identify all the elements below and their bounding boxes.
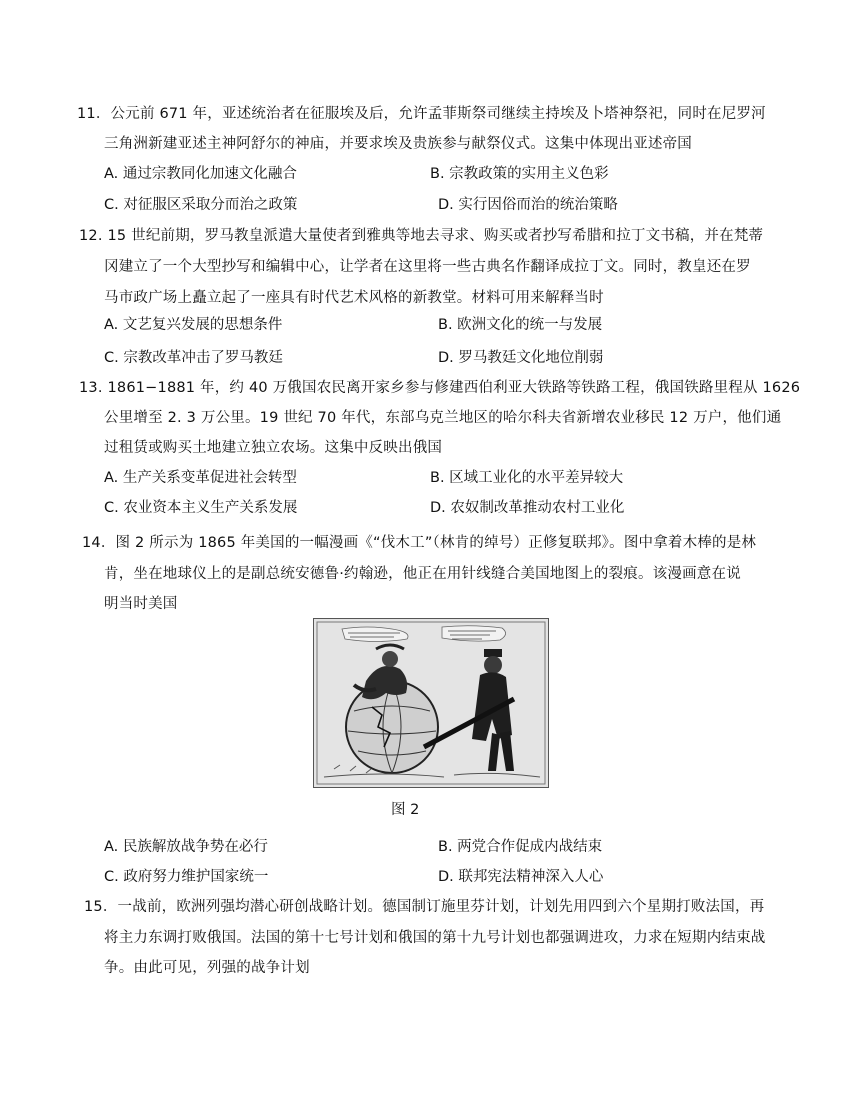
- question-14-option-d[interactable]: D. 联邦宪法精神深入人心: [438, 869, 604, 885]
- question-13-option-c[interactable]: C. 农业资本主义生产关系发展: [104, 500, 298, 516]
- question-13-option-d[interactable]: D. 农奴制改革推动农村工业化: [430, 500, 625, 516]
- question-11-option-b[interactable]: B. 宗教政策的实用主义色彩: [430, 166, 609, 182]
- question-13-line-3: 过租赁或购买土地建立独立农场。这集中反映出俄国: [104, 440, 443, 456]
- question-12-option-a[interactable]: A. 文艺复兴发展的思想条件: [104, 317, 283, 333]
- question-14-option-b[interactable]: B. 两党合作促成内战结束: [438, 839, 603, 855]
- question-13-line-2: 公里增至 2. 3 万公里。19 世纪 70 年代，东部乌克兰地区的哈尔科夫省新增农业移民 12 万户，他们通: [104, 410, 782, 426]
- lincoln-cartoon-figure: [313, 618, 549, 788]
- question-11-option-d[interactable]: D. 实行因俗而治的统治策略: [438, 197, 618, 213]
- question-12-option-d[interactable]: D. 罗马教廷文化地位削弱: [438, 350, 604, 366]
- question-11-line-2: 三角洲新建亚述主神阿舒尔的神庙，并要求埃及贵族参与献祭仪式。这集中体现出亚述帝国: [104, 136, 692, 152]
- question-13-line-1: 13. 1861−1881 年，约 40 万俄国农民离开家乡参与修建西伯利亚大铁路等铁路工程，俄国铁路里程从 1626: [79, 380, 801, 396]
- question-11-option-c[interactable]: C. 对征服区采取分而治之政策: [104, 197, 298, 213]
- figure-caption: 图 2: [391, 802, 420, 818]
- cartoon-illustration: [314, 619, 548, 787]
- question-12-option-b[interactable]: B. 欧洲文化的统一与发展: [438, 317, 603, 333]
- question-15-line-3: 争。由此可见，列强的战争计划: [104, 960, 310, 976]
- question-11-option-a[interactable]: A. 通过宗教同化加速文化融合: [104, 166, 297, 182]
- question-15-line-1: 15．一战前，欧洲列强均潜心研创战略计划。德国制订施里芬计划，计划先用四到六个星期打败法国，再: [84, 899, 765, 915]
- question-12-option-c[interactable]: C. 宗教改革冲击了罗马教廷: [104, 350, 283, 366]
- question-12-line-2: 冈建立了一个大型抄写和编辑中心，让学者在这里将一些古典名作翻译成拉丁文。同时，教皇还在罗: [104, 259, 751, 275]
- question-14-line-2: 肯，坐在地球仪上的是副总统安德鲁·约翰逊，他正在用针线缝合美国地图上的裂痕。该漫画意在说: [104, 566, 741, 582]
- question-13-option-a[interactable]: A. 生产关系变革促进社会转型: [104, 470, 297, 486]
- question-14-option-a[interactable]: A. 民族解放战争势在必行: [104, 839, 268, 855]
- question-15-line-2: 将主力东调打败俄国。法国的第十七号计划和俄国的第十九号计划也都强调进攻，力求在短期内结束战: [104, 930, 766, 946]
- question-11-line-1: 11．公元前 671 年，亚述统治者在征服埃及后，允许孟菲斯祭司继续主持埃及卜塔神祭祀，同时在尼罗河: [77, 106, 766, 122]
- question-12-line-1: 12. 15 世纪前期，罗马教皇派遣大量使者到雅典等地去寻求、购买或者抄写希腊和拉丁文书稿，并在梵蒂: [79, 228, 764, 244]
- question-12-line-3: 马市政广场上矗立起了一座具有时代艺术风格的新教堂。材料可用来解释当时: [104, 290, 604, 306]
- question-14-option-c[interactable]: C. 政府努力维护国家统一: [104, 869, 269, 885]
- question-13-option-b[interactable]: B. 区域工业化的水平差异较大: [430, 470, 624, 486]
- question-14-line-1: 14．图 2 所示为 1865 年美国的一幅漫画《“伐木工”（林肯的绰号）正修复联邦》。图中拿着木棒的是林: [82, 535, 757, 551]
- question-14-line-3: 明当时美国: [104, 596, 178, 612]
